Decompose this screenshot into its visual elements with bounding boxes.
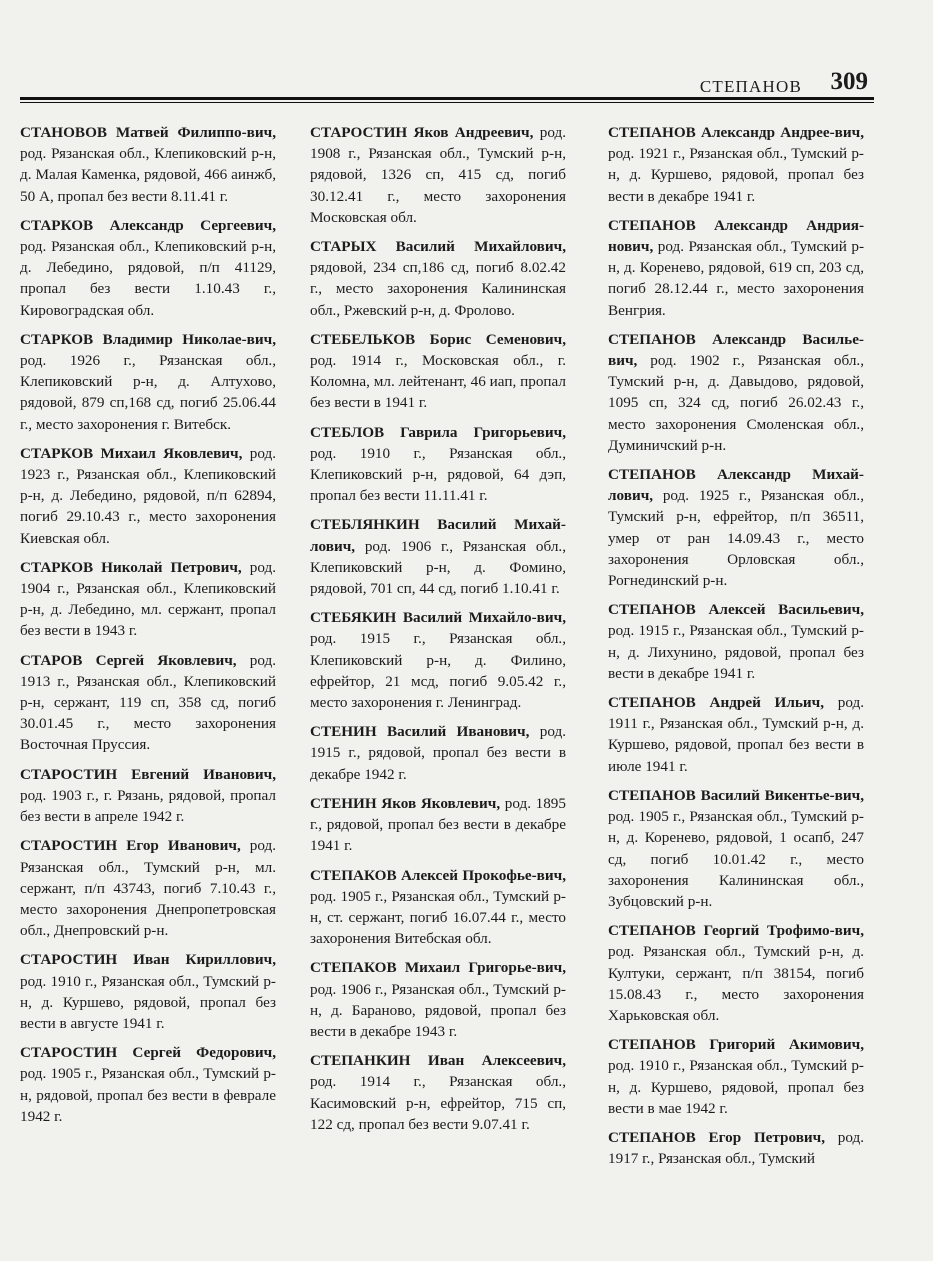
entry-text: род. 1910 г., Рязанская обл., Клепиковский р-н, рядовой, 64 дэп, пропал без вести 11.11.41 г. [310,444,566,505]
entry [20,557,276,642]
entry [20,764,276,828]
entry-name: СТЕПАНОВ Георгий Трофимо-вич, [608,922,864,940]
entry [608,122,864,207]
entry-name: СТЕПАНОВ Александр Андрия-нович, [608,216,864,256]
entry-name: СТЕНИН Василий Иванович, [310,723,530,741]
entry [20,443,276,549]
entry-name: СТЕБЛЯНКИН Василий Михай-лович, [310,516,566,555]
entry-name: СТАРЫХ Василий Михайлович, [310,238,566,256]
entry-text: род. 1914 г., Рязанская обл., Касимовский р-н, ефрейтор, 715 сп, 122 сд, пропал без вести 9.07.41 г. [310,1073,566,1133]
entry [608,329,864,456]
entry [310,422,566,507]
entry [20,949,276,1034]
entry [310,721,566,785]
entry-name: СТАРКОВ Михаил Яковлевич, [20,444,243,462]
column-3 [608,122,864,1177]
entry [310,865,566,950]
entry-text: род. 1914 г., Московская обл., г. Коломна, мл. лейтенант, 46 иап, пропал без вести в 1941 г. [310,352,566,412]
entry-name: СТАРКОВ Александр Сергеевич, [20,216,276,234]
entry-text: род. 1915 г., Рязанская обл., Клепиковский р-н, д. Филино, ефрейтор, 21 мсд, погиб 9.05.42 г., место захоронения г. Ленинград. [310,630,566,712]
entry-name: СТЕПАКОВ Алексей Прокофье-вич, [310,866,566,884]
entry-text: род. Рязанская обл., Тумский р-н, мл. сержант, п/п 43743, погиб 7.10.43 г., место захоронения Днепропетровская обл., Днепровский р-н. [20,837,276,940]
entry [310,514,566,599]
entry [310,1050,566,1135]
page-number: 309 [830,68,868,95]
entry [20,122,276,207]
column-1 [20,122,276,1135]
entry-text: род. 1905 г., Рязанская обл., Тумский р-н, д. Коренево, рядовой, 1 осапб, 247 сд, погиб 10.01.42 г., место захоронения Калининская обл., Зубцовский р-н. [608,808,864,910]
page-header [20,68,874,94]
entry-text: род. Рязанская обл., Клепиковский р-н, д. Малая Каменка, рядовой, 466 аинжб, 50 А, пропал без вести 8.11.41 г. [20,145,276,205]
entry-name: СТЕНИН Яков Яковлевич, [310,794,501,812]
entry-text: род. 1910 г., Рязанская обл., Тумский р-н, д. Куршево, рядовой, пропал без вести в августе 1941 г. [20,972,276,1032]
entry [20,1042,276,1127]
entry-name: СТАРОСТИН Егор Иванович, [20,837,241,855]
entry-name: СТЕПАНОВ Егор Петрович, [608,1128,826,1146]
entry-name: СТЕБЯКИН Василий Михайло-вич, [310,609,566,627]
entry [310,122,566,228]
entry-text: род. 1906 г., Рязанская обл., Клепиковский р-н, д. Фомино, рядовой, 701 сп, 44 сд, погиб 1.10.41 г. [310,537,566,598]
entry-text: рядовой, 234 сп,186 сд, погиб 8.02.42 г., место захоронения Калининская обл., Ржевский р-н, д. Фролово. [310,259,566,319]
entry-name: СТЕПАНОВ Григорий Акимович, [608,1036,864,1054]
entry-name: СТАРОСТИН Сергей Федорович, [20,1044,276,1062]
entry-text: род. 1917 г., Рязанская обл., Тумский [608,1128,865,1168]
entry-text: род. 1904 г., Рязанская обл., Клепиковский р-н, д. Лебедино, мл. сержант, пропал без вести в 1943 г. [20,558,276,640]
entry [608,785,864,912]
entry-text: род. Рязанская обл., Тумский р-н, д. Култуки, сержант, п/п 38154, погиб 15.08.43 г., место захоронения Харьковская обл. [608,943,864,1024]
entry [608,1127,864,1169]
entry-text: род. 1915 г., Рязанская обл., Тумский р-н, д. Лихунино, рядовой, пропал без вести в декабре 1941 г. [608,622,864,682]
entry [310,329,566,414]
entry-text: род. 1903 г., г. Рязань, рядовой, пропал без вести в апреле 1942 г. [20,786,276,826]
entry-text: род. 1902 г., Рязанская обл., Тумский р-н, д. Давыдово, рядовой, 1095 сп, 324 сд, погиб 26.02.43 г., место захоронения Смоленская обл., Думиничский р-н. [608,352,864,454]
entry-text: род. Рязанская обл., Тумский р-н, д. Коренево, рядовой, 619 сп, 203 сд, погиб 28.12.44 г., место захоронения Венгрия. [608,238,865,319]
entry [310,607,566,713]
entry-text: род. 1905 г., Рязанская обл., Тумский р-н, рядовой, пропал без вести в феврале 1942 г. [20,1065,276,1125]
entry-name: СТАРКОВ Владимир Николае-вич, [20,330,276,348]
entry-text: род. 1921 г., Рязанская обл., Тумский р-н, д. Куршево, рядовой, пропал без вести в декабре 1941 г. [608,145,864,205]
entry [310,236,566,321]
entry [310,793,566,857]
entry-name: СТЕПАНОВ Алексей Васильевич, [608,601,864,619]
header-rule-thick [20,97,874,100]
entry [310,957,566,1042]
entry-text: род. 1913 г., Рязанская обл., Клепиковский р-н, сержант, 119 сп, 358 сд, погиб 30.01.45 г., место захоронения Восточная Пруссия. [20,651,277,754]
entry-text: род. 1906 г., Рязанская обл., Тумский р-н, д. Бараново, рядовой, пропал без вести в декабре 1943 г. [310,980,566,1040]
entry-text: род. 1926 г., Рязанская обл., Клепиковский р-н, д. Алтухово, рядовой, 879 сп,168 сд, погиб 25.06.44 г., место захоронения г. Витебск. [20,352,276,433]
entry-name: СТЕПАНОВ Андрей Ильич, [608,694,824,712]
entry-text: род. 1923 г., Рязанская обл., Клепиковский р-н, д. Лебедино, рядовой, п/п 62894, погиб 29.10.43 г., место захоронения Киевская обл. [20,444,276,547]
entry-text: род. Рязанская обл., Клепиковский р-н, д. Лебедино, рядовой, п/п 41129, пропал без вести 1.10.43 г., Кировоградская обл. [20,238,276,319]
entry-name: СТЕПАКОВ Михаил Григорье-вич, [310,959,566,977]
entry-name: СТАРОСТИН Евгений Иванович, [20,765,276,783]
entry [608,692,864,777]
entry [608,215,864,321]
entry [20,329,276,435]
header-rule-thin [20,102,874,103]
entry [20,215,276,321]
entry [20,650,276,756]
entry-text: род. 1908 г., Рязанская обл., Тумский р-н, рядовой, 1326 сп, 415 сд, погиб 30.12.41 г., место захоронения Московская обл. [310,124,566,226]
entry-name: СТАРОСТИН Иван Кириллович, [20,951,276,969]
column-2 [310,122,566,1143]
entry-text: род. 1925 г., Рязанская обл., Тумский р-н, ефрейтор, п/п 36511, умер от ран 14.09.43 г., место захоронения Орловская обл., Рогнединский р-н. [608,487,864,590]
entry-text: род. 1911 г., Рязанская обл., Тумский р-н, д. Куршево, рядовой, пропал без вести в июле 1941 г. [608,694,864,775]
entry-name: СТАРОВ Сергей Яковлевич, [20,651,237,669]
entry-name: СТЕБЛОВ Гаврила Григорьевич, [310,423,566,441]
entry [608,464,864,591]
entry-name: СТАРОСТИН Яков Андреевич, [310,124,534,141]
entry [608,920,864,1026]
running-head: СТЕПАНОВ [699,77,802,96]
entry [20,835,276,941]
entry-name: СТАНОВОВ Матвей Филиппо-вич, [20,124,276,141]
entry-text: род. 1915 г., рядовой, пропал без вести в декабре 1942 г. [310,723,567,783]
entry-name: СТЕПАНОВ Василий Викентье-вич, [608,786,864,804]
entry [608,599,864,684]
entry [608,1034,864,1119]
entry-name: СТЕБЕЛЬКОВ Борис Семенович, [310,330,566,348]
entry-text: род. 1905 г., Рязанская обл., Тумский р-н, ст. сержант, погиб 16.07.44 г., место захоронения Витебская обл. [310,887,566,948]
entry-name: СТЕПАНКИН Иван Алексеевич, [310,1052,566,1070]
entry-name: СТЕПАНОВ Александр Андрее-вич, [608,124,864,141]
entry-name: СТЕПАНОВ Александр Василье-вич, [608,330,864,370]
entry-name: СТАРКОВ Николай Петрович, [20,558,242,576]
entry-name: СТЕПАНОВ Александр Михай-лович, [608,466,864,505]
entry-text: род. 1895 г., рядовой, пропал без вести в декабре 1941 г. [310,794,566,855]
entry-text: род. 1910 г., Рязанская обл., Тумский р-н, д. Куршево, рядовой, пропал без вести в мае 1942 г. [608,1057,864,1117]
